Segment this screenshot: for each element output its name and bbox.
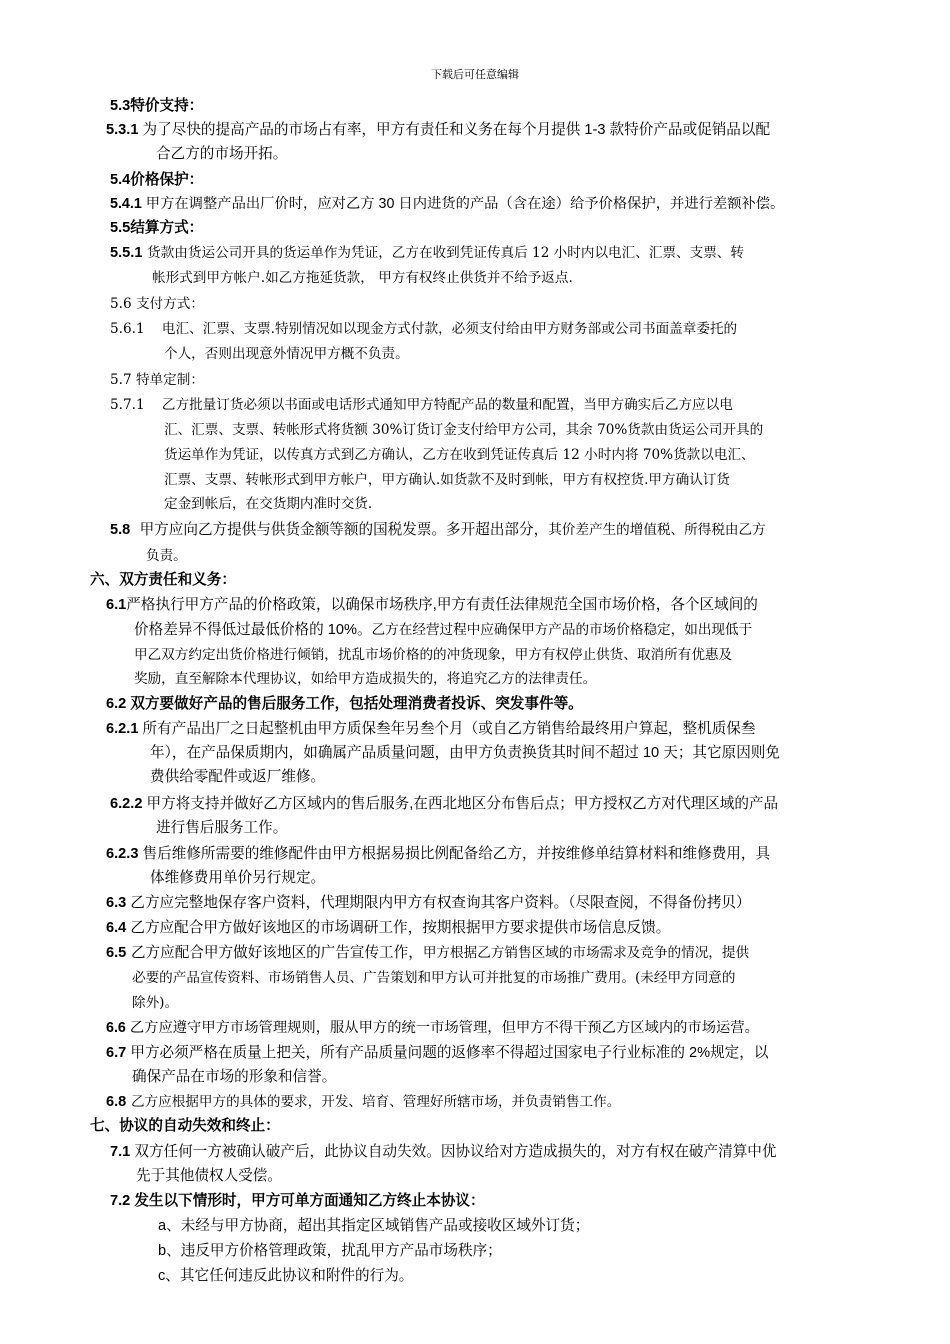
clause-6-5-cont-1: 必要的产品宣传资料、市场销售人员、广告策划和甲方认可并批复的市场推广费用。(未经甲方同意的 <box>132 970 736 986</box>
section-heading-5-6: 5.6 支付方式： <box>110 296 204 312</box>
clause-5-5-1: 5.5.1 货款由货运公司开具的货运单作为凭证，乙方在收到凭证传真后 12 小时内以电汇、汇票、支票、转 <box>110 245 744 261</box>
clause-6-8: 6.8 乙方应根据甲方的具体的要求，开发、培育、管理好所辖市场，并负责销售工作。 <box>106 1094 621 1110</box>
section-heading-5-5: 5.5结算方式： <box>110 220 204 236</box>
clause-6-2-2-cont: 进行售后服务工作。 <box>156 820 288 836</box>
clause-5-7-1-cont-4: 定金到帐后，在交货期内准时交货. <box>164 496 373 512</box>
clause-7-2-item-b: b、违反甲方价格管理政策，扰乱甲方产品市场秩序； <box>158 1243 502 1259</box>
clause-7-1-cont: 先于其他债权人受偿。 <box>136 1168 282 1184</box>
clause-5-8-cont: 负责。 <box>146 548 187 564</box>
clause-6-7: 6.7 甲方必须严格在质量上把关，所有产品质量问题的返修率不得超过国家电子行业标准的 2%规定，以 <box>106 1045 769 1061</box>
clause-5-7-1: 5.7.1 乙方批量订货必须以书面或电话形式通知甲方特配产品的数量和配置，当甲方确实后乙方应以电 <box>110 397 733 413</box>
clause-5-7-1-cont-2: 货运单作为凭证，以传真方式到乙方确认，乙方在收到凭证传真后 12 小时内将 70%货款以电汇、 <box>164 447 755 463</box>
clause-6-5-cont-2: 除外)。 <box>132 995 179 1011</box>
clause-7-2-item-a: a、未经与甲方协商，超出其指定区域销售产品或接收区域外订货； <box>158 1218 590 1234</box>
clause-5-5-1-cont: 帐形式到甲方帐户.如乙方拖延货款， 甲方有权终止供货并不给予返点. <box>152 270 573 286</box>
clause-6-1-cont-3: 奖励，直至解除本代理协议，如给甲方造成损失的，将追究乙方的法律责任。 <box>134 671 597 687</box>
section-heading-5-7: 5.7 特单定制： <box>110 372 204 388</box>
clause-6-7-cont: 确保产品在市场的形象和信誉。 <box>132 1069 337 1085</box>
clause-6-1: 6.1严格执行甲方产品的价格政策，以确保市场秩序,甲方有责任法律规范全国市场价格，各个区域间的 <box>106 597 758 613</box>
clause-6-3: 6.3 乙方应完整地保存客户资料，代理期限内甲方有权查询其客户资料。（尽限查阅，不得备份拷贝） <box>106 895 751 911</box>
clause-6-2-3: 6.2.3 售后维修所需要的维修配件由甲方根据易损比例配备给乙方，并按维修单结算材料和维修费用，具 <box>106 846 771 862</box>
clause-6-5: 6.5 乙方应配合甲方做好该地区的广告宣传工作，甲方根据乙方销售区域的市场需求及竞争的情况，提供 <box>106 945 750 961</box>
section-heading-5-4: 5.4价格保护： <box>110 172 204 188</box>
clause-6-1-cont-2: 甲乙双方约定出货价格进行倾销，扰乱市场价格的的冲货现象，甲方有权停止供货、取消所有优惠及 <box>134 647 733 663</box>
section-heading-7: 七、协议的自动失效和终止： <box>90 1118 280 1134</box>
clause-6-6: 6.6 乙方应遵守甲方市场管理规则，服从甲方的统一市场管理，但甲方不得干预乙方区域内的市场运营。 <box>106 1020 759 1036</box>
clause-5-3-1-cont: 合乙方的市场开拓。 <box>156 146 288 162</box>
clause-5-4-1: 5.4.1 甲方在调整产品出厂价时，应对乙方 30 日内进货的产品（含在途）给予价格保护，并进行差额补偿。 <box>110 196 785 212</box>
clause-5-8: 5.8 甲方应向乙方提供与供货金额等额的国税发票。多开超出部分，其价差产生的增值税、所得税由乙方 <box>110 522 766 538</box>
section-heading-5-3: 5.3特价支持： <box>110 98 204 114</box>
clause-6-2-3-cont: 体维修费用单价另行规定。 <box>150 870 326 886</box>
clause-6-2: 6.2 双方要做好产品的售后服务工作，包括处理消费者投诉、突发事件等。 <box>106 696 583 712</box>
clause-5-3-1: 5.3.1 为了尽快的提高产品的市场占有率，甲方有责任和义务在每个月提供 1-3 款特价产品或促销品以配 <box>106 122 771 138</box>
clause-5-7-1-cont-1: 汇、汇票、支票、转帐形式将货额 30%订货订金支付给甲方公司，其余 70%货款由货运公司开具的 <box>164 422 764 438</box>
page-header-note: 下载后可任意编辑 <box>431 68 519 81</box>
clause-6-2-1-cont-2: 费供给零配件或返厂维修。 <box>150 769 326 785</box>
clause-7-2-item-c: c、其它任何违反此协议和附件的行为。 <box>158 1268 414 1284</box>
clause-6-2-1: 6.2.1 所有产品出厂之日起整机由甲方质保叁年另叁个月（或自乙方销售给最终用户算起，整机质保叁 <box>106 721 756 737</box>
clause-6-4: 6.4 乙方应配合甲方做好该地区的市场调研工作，按期根据甲方要求提供市场信息反馈。 <box>106 920 671 936</box>
clause-5-6-1: 5.6.1 电汇、汇票、支票.特别情况如以现金方式付款，必须支付给由甲方财务部或公司书面盖章委托的 <box>110 321 738 337</box>
clause-7-2: 7.2 发生以下情形时，甲方可单方面通知乙方终止本协议： <box>110 1193 485 1209</box>
clause-5-6-1-cont: 个人，否则出现意外情况甲方概不负责。 <box>164 346 409 362</box>
clause-6-2-2: 6.2.2 甲方将支持并做好乙方区域内的售后服务,在西北地区分布售后点；甲方授权乙方对代理区域的产品 <box>110 796 779 812</box>
clause-6-1-cont-1: 价格差异不得低过最低价格的 10%。乙方在经营过程中应确保甲方产品的市场价格稳定，如出现低于 <box>134 622 753 638</box>
section-heading-6: 六、双方责任和义务： <box>90 572 236 588</box>
clause-6-2-1-cont-1: 年），在产品保质期内，如确属产品质量问题，由甲方负责换货其时间不超过 10 天；其它原因则免 <box>150 745 780 761</box>
clause-7-1: 7.1 双方任何一方被确认破产后，此协议自动失效。因协议给对方造成损失的，对方有权在破产清算中优 <box>110 1144 777 1160</box>
clause-5-7-1-cont-3: 汇票、支票、转帐形式到甲方帐户，甲方确认.如货款不及时到帐，甲方有权控货.甲方确认订货 <box>164 472 730 488</box>
